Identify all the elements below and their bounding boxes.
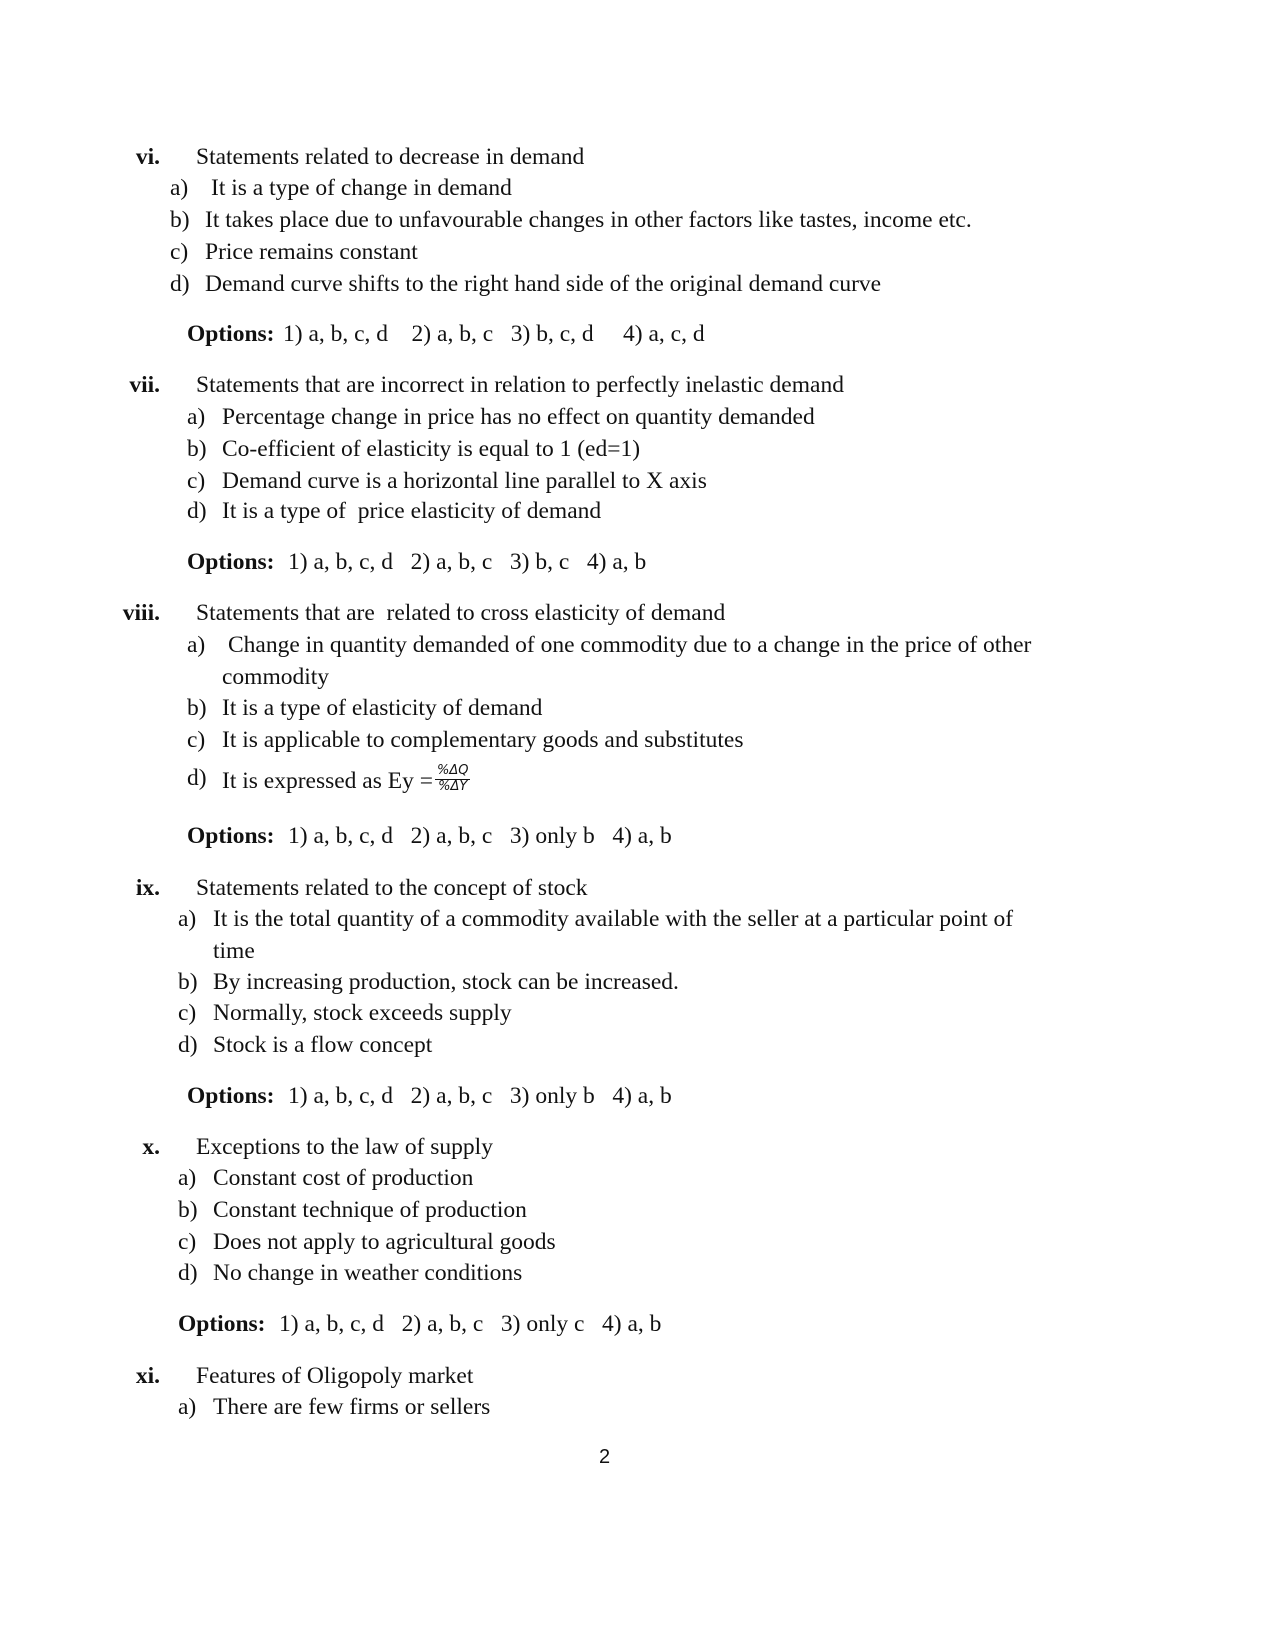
option-letter: b) — [178, 1197, 198, 1223]
statement-d-text: It is expressed as Ey = — [222, 767, 433, 794]
answer-options: 1) a, b, c, d 2) a, b, c 3) b, c, d 4) a, c, d — [283, 321, 705, 347]
statement-a: Constant cost of production — [213, 1165, 474, 1191]
statement-a: There are few firms or sellers — [213, 1394, 491, 1420]
option-letter: b) — [178, 969, 198, 995]
option-letter: a) — [178, 906, 197, 932]
question-number: x. — [142, 1134, 160, 1160]
statement-b: Constant technique of production — [213, 1197, 527, 1223]
statement-d — [222, 763, 470, 798]
question-number: xi. — [135, 1363, 160, 1389]
question-number: vi. — [135, 144, 160, 170]
question-number: ix. — [135, 875, 160, 901]
elasticity-formula — [435, 764, 470, 795]
question-stem: Statements that are related to cross elasticity of demand — [196, 600, 726, 626]
option-letter: b) — [170, 207, 190, 233]
options-label: Options: — [187, 1083, 275, 1109]
statement-b: By increasing production, stock can be increased. — [213, 969, 679, 995]
statement-b: It is a type of elasticity of demand — [222, 695, 543, 721]
statement-a-continued: commodity — [222, 664, 330, 690]
options-label: Options: — [187, 321, 275, 347]
statement-c: Normally, stock exceeds supply — [213, 1000, 512, 1026]
statement-c: It is applicable to complementary goods and substitutes — [222, 727, 744, 753]
option-letter: d) — [178, 1260, 198, 1286]
statement-a: It is the total quantity of a commodity available with the seller at a particular point of — [213, 906, 1014, 932]
statement-a: Change in quantity demanded of one commodity due to a change in the price of other — [228, 632, 1032, 658]
option-letter: c) — [178, 1229, 197, 1255]
statement-a: It is a type of change in demand — [211, 175, 512, 201]
page-number: 2 — [599, 1446, 611, 1468]
option-letter: d) — [170, 271, 190, 297]
options-label: Options: — [187, 823, 275, 849]
answer-options: 1) a, b, c, d 2) a, b, c 3) only c 4) a, b — [279, 1311, 662, 1337]
option-letter: c) — [187, 727, 206, 753]
formula-numerator: %ΔQ — [437, 763, 469, 778]
option-letter: b) — [187, 695, 207, 721]
option-letter: a) — [170, 175, 189, 201]
question-stem: Exceptions to the law of supply — [196, 1134, 493, 1160]
question-number: viii. — [122, 600, 160, 626]
question-stem: Statements that are incorrect in relation to perfectly inelastic demand — [196, 372, 844, 398]
question-stem: Statements related to the concept of stock — [196, 875, 588, 901]
statement-b: Co-efficient of elasticity is equal to 1 (ed=1) — [222, 436, 641, 462]
option-letter: a) — [187, 404, 206, 430]
statement-c: Does not apply to agricultural goods — [213, 1229, 556, 1255]
statement-d: No change in weather conditions — [213, 1260, 523, 1286]
statement-c: Price remains constant — [205, 239, 418, 265]
options-label: Options: — [178, 1311, 266, 1337]
option-letter: d) — [187, 498, 207, 524]
statement-d: It is a type of price elasticity of demand — [222, 498, 602, 524]
option-letter: c) — [178, 1000, 197, 1026]
statement-d: Stock is a flow concept — [213, 1032, 433, 1058]
statement-a: Percentage change in price has no effect on quantity demanded — [222, 404, 815, 430]
statement-b: It takes place due to unfavourable changes in other factors like tastes, income etc. — [205, 207, 972, 233]
question-stem: Features of Oligopoly market — [196, 1363, 474, 1389]
formula-denominator: %ΔY — [438, 778, 468, 794]
option-letter: a) — [187, 632, 206, 658]
option-letter: c) — [170, 239, 189, 265]
answer-options: 1) a, b, c, d 2) a, b, c 3) b, c 4) a, b — [288, 549, 647, 575]
options-label: Options: — [187, 549, 275, 575]
option-letter: a) — [178, 1165, 197, 1191]
option-letter: d) — [187, 765, 207, 791]
statement-d: Demand curve shifts to the right hand side of the original demand curve — [205, 271, 882, 297]
option-letter: a) — [178, 1394, 197, 1420]
question-stem: Statements related to decrease in demand — [196, 144, 585, 170]
option-letter: b) — [187, 436, 207, 462]
answer-options: 1) a, b, c, d 2) a, b, c 3) only b 4) a, b — [288, 823, 672, 849]
answer-options: 1) a, b, c, d 2) a, b, c 3) only b 4) a, b — [288, 1083, 672, 1109]
option-letter: d) — [178, 1032, 198, 1058]
statement-c: Demand curve is a horizontal line parallel to X axis — [222, 468, 707, 494]
statement-a-continued: time — [213, 938, 255, 964]
question-number: vii. — [129, 372, 160, 398]
option-letter: c) — [187, 468, 206, 494]
